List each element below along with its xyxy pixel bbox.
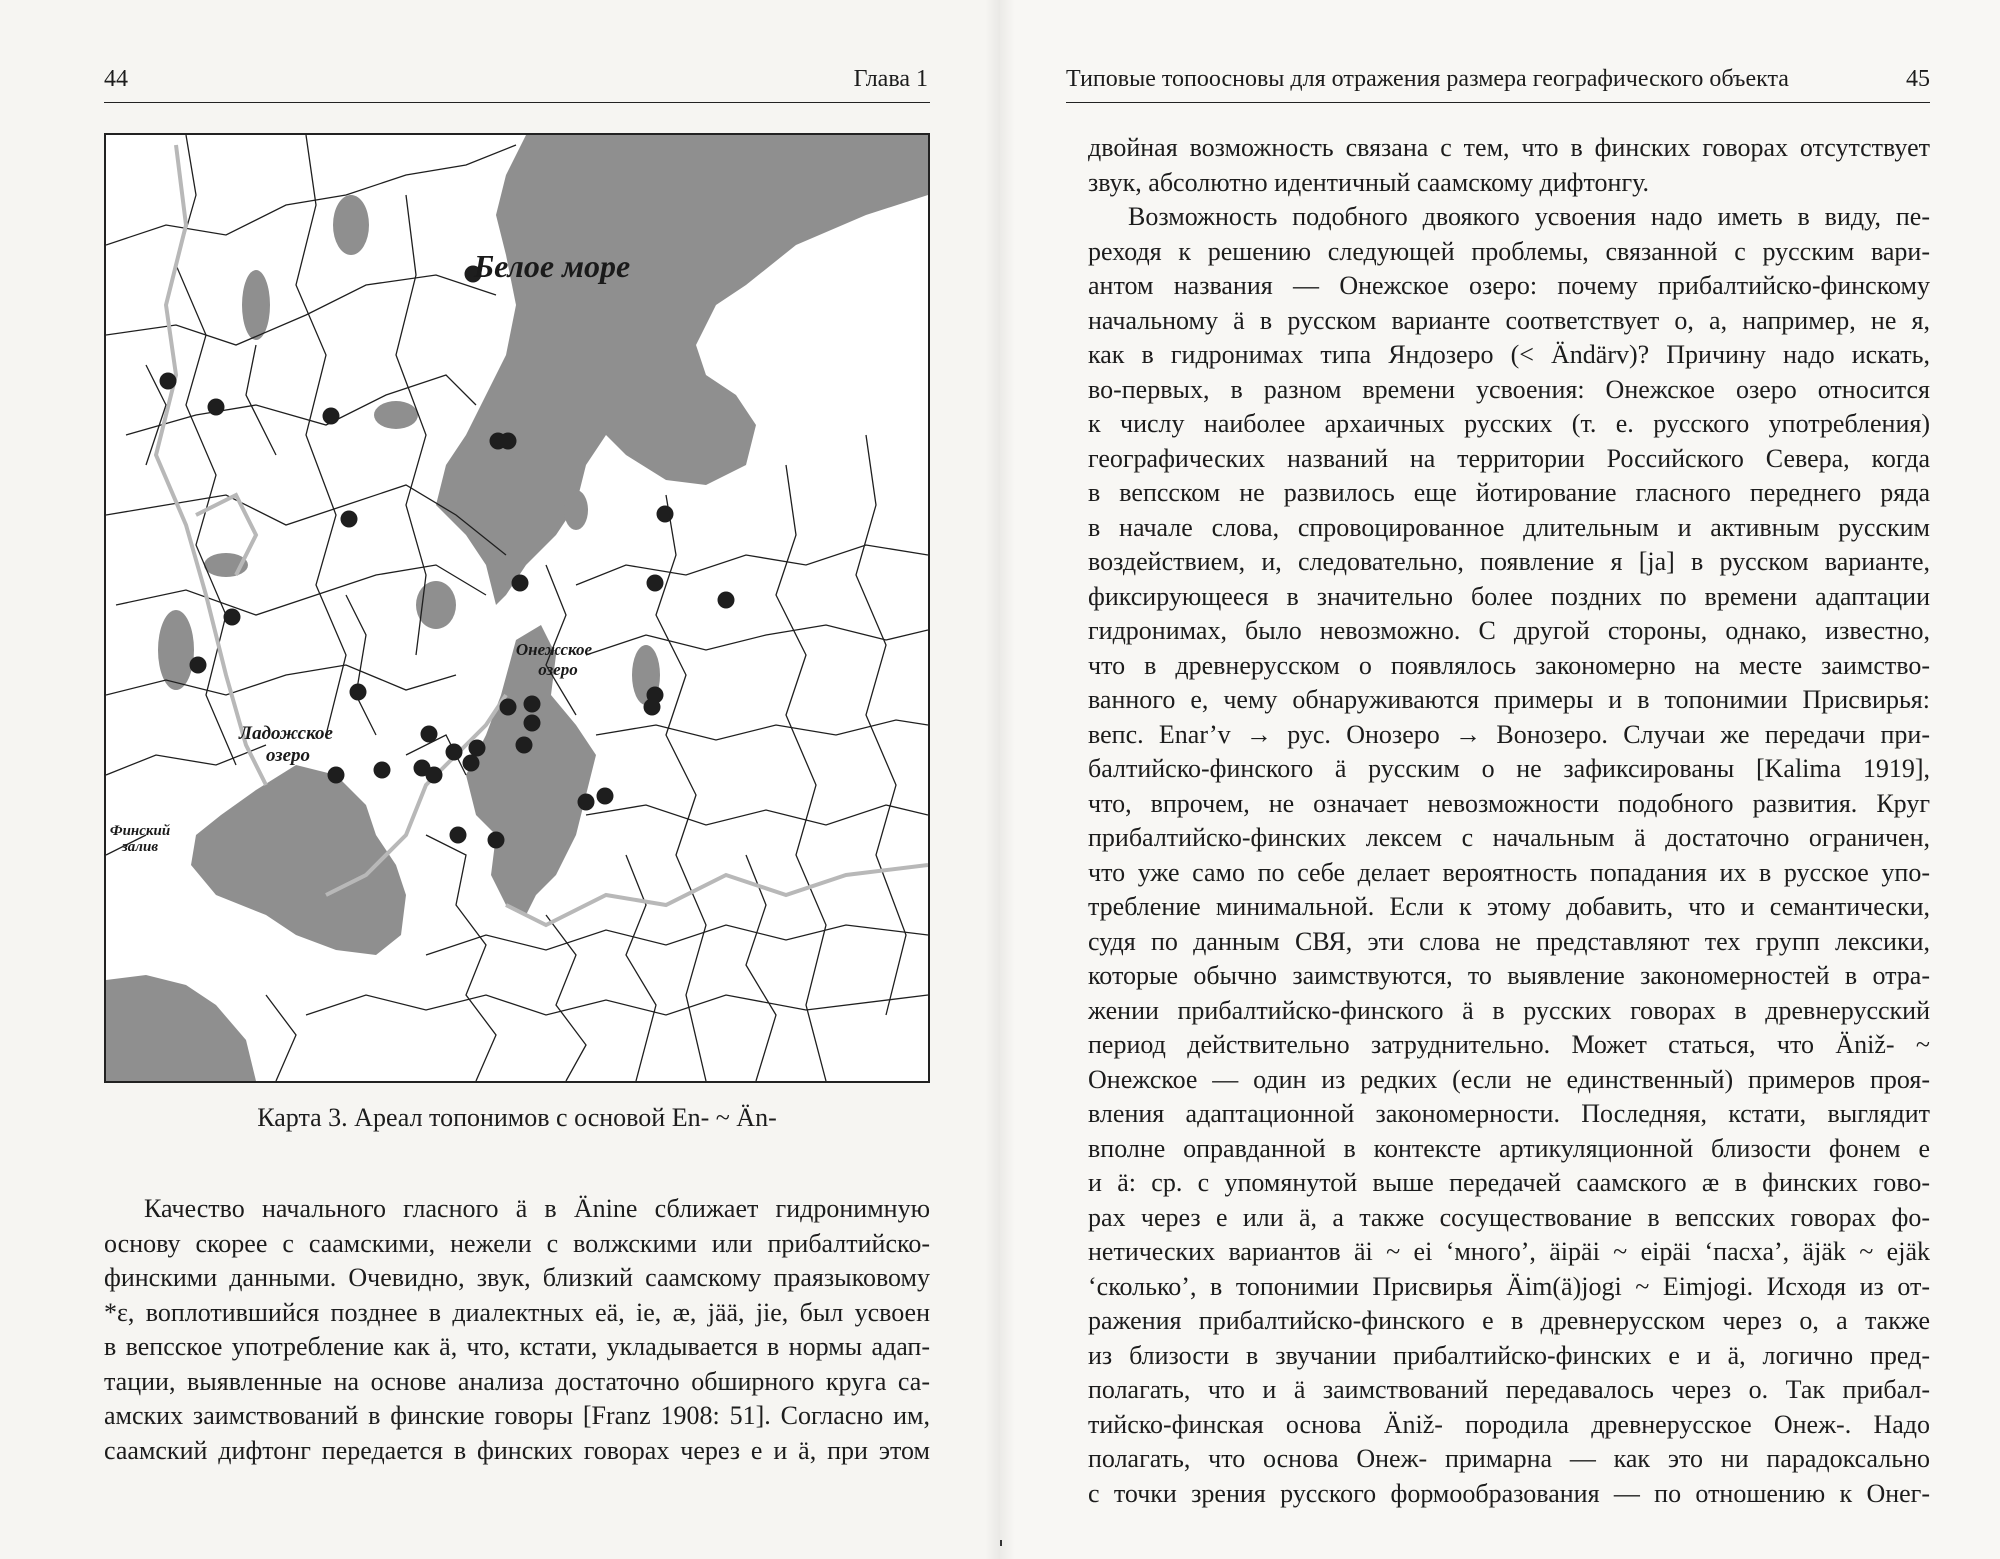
text-line: полагать, что основа Онеж- примарна — как это ни парадоксально bbox=[1088, 1444, 1930, 1473]
toponym-dot bbox=[500, 433, 517, 450]
toponym-dot bbox=[208, 399, 225, 416]
text-line: нетических вариантов äi ~ ei ‘много’, äipäi ~ eipäi ‘пасха’, äjäk ~ ejäk bbox=[1088, 1237, 1930, 1266]
toponym-dot bbox=[463, 755, 480, 772]
spine-tick bbox=[1000, 1540, 1002, 1546]
left-body-text bbox=[104, 1192, 930, 1468]
right-body-text bbox=[1088, 131, 1930, 1511]
text-line: ванного е, чему обнаруживаются примеры и в топонимии Присвирья: bbox=[1088, 685, 1930, 714]
toponym-dot bbox=[328, 767, 345, 784]
text-line: саамский дифтонг передается в финских говорах через e и ä, при этом bbox=[104, 1435, 930, 1465]
map-figure bbox=[104, 133, 930, 1083]
text-line: как в гидронимах типа Яндозеро (< Ändärv)? Причину надо искать, bbox=[1088, 340, 1930, 369]
text-line: с точки зрения русского формообразования — по отношению к Онег- bbox=[1088, 1478, 1930, 1508]
toponym-dot bbox=[644, 699, 661, 716]
text-line: вепс. Enar’v → рус. Онозеро → Вонозеро. Случаи же передачи при- bbox=[1088, 719, 1930, 749]
toponym-dot bbox=[718, 592, 735, 609]
onega-label-line1: Онежское bbox=[515, 640, 593, 659]
text-line: звук, абсолютно идентичный саамскому дифтонгу. bbox=[1088, 167, 1650, 197]
text-line: финскими данными. Очевидно, звук, близкий саамскому праязыковому bbox=[104, 1263, 930, 1292]
book-gutter bbox=[985, 0, 1015, 1559]
toponym-dot bbox=[488, 832, 505, 849]
finnish-gulf-label-line1: Финский bbox=[109, 823, 171, 839]
text-line: Качество начального гласного ä в Änine сближает гидронимную bbox=[144, 1194, 930, 1223]
running-head-right: Типовые топоосновы для отражения размера географического объекта bbox=[1066, 66, 1789, 92]
text-line: полагать, что и ä заимствований передавалось через о. Так прибал- bbox=[1088, 1375, 1930, 1404]
toponym-dot bbox=[224, 609, 241, 626]
ladoga-lake-water bbox=[191, 765, 406, 955]
finnish-gulf-label-line2: залив bbox=[121, 839, 159, 855]
text-line: ражения прибалтийско-финского е в древнерусском через о, а также bbox=[1088, 1306, 1930, 1335]
toponym-dot bbox=[597, 788, 614, 805]
text-line: жении прибалтийско-финского ä в русских говорах в древнерусский bbox=[1088, 995, 1930, 1025]
text-line: период действительно затруднительно. Может статься, что Äniž- ~ bbox=[1088, 1030, 1930, 1059]
text-line: в вепсское употребление как ä, что, кстати, укладывается в нормы адап- bbox=[104, 1332, 930, 1361]
ladoga-label-line2: озеро bbox=[265, 745, 311, 766]
text-line: в вепсском не развилось еще йотирование гласного переднего ряда bbox=[1088, 478, 1930, 507]
toponym-dot bbox=[374, 762, 391, 779]
toponym-dot bbox=[524, 715, 541, 732]
toponym-dot bbox=[446, 744, 463, 761]
text-line: Возможность подобного двоякого усвоения надо иметь в виду, пе- bbox=[1128, 202, 1930, 231]
text-line: из близости в звучании прибалтийско-финских е и ä, логично пред- bbox=[1088, 1340, 1930, 1370]
toponym-dot bbox=[421, 726, 438, 743]
toponym-dot bbox=[323, 408, 340, 425]
text-line: гидронимах, было невозможно. С другой стороны, однако, известно, bbox=[1088, 616, 1930, 645]
text-line: ‘сколько’, в топонимии Присвирья Äim(ä)jogi ~ Eimjogi. Исходя из от- bbox=[1088, 1271, 1930, 1301]
ladoga-label-line1: Ладожское bbox=[239, 723, 333, 744]
header-rule-right bbox=[1066, 102, 1930, 103]
text-line: начальному ä в русском варианте соответствует о, а, например, не я, bbox=[1088, 305, 1930, 335]
text-line: антом названия — Онежское озеро: почему прибалтийско-финскому bbox=[1088, 271, 1930, 300]
page-number-right: 45 bbox=[1906, 66, 1930, 92]
toponym-dot bbox=[500, 699, 517, 716]
toponym-dot bbox=[657, 506, 674, 523]
map-caption: Карта 3. Ареал топонимов с основой En- ~ Än- bbox=[257, 1103, 777, 1132]
text-line: Онежское — один из редких (если не единственный) примеров проя- bbox=[1088, 1064, 1930, 1094]
text-line: амских заимствований в финские говоры [Franz 1908: 51]. Согласно им, bbox=[104, 1401, 930, 1430]
white-sea-water bbox=[436, 135, 928, 605]
text-line: рах через е или ä, а также сосуществование в вепсских говорах фо- bbox=[1088, 1202, 1930, 1232]
map-svg bbox=[106, 135, 928, 1081]
toponym-dot bbox=[350, 684, 367, 701]
text-line: географических названий на территории Российского Севера, когда bbox=[1088, 443, 1930, 473]
text-line: основу скорее с саамскими, нежели с волжскими или прибалтийско- bbox=[104, 1228, 930, 1258]
toponym-dot bbox=[426, 767, 443, 784]
toponym-dot bbox=[516, 737, 533, 754]
text-line: балтийско-финского ä русским о не зафиксированы [Kalima 1919], bbox=[1088, 754, 1930, 783]
toponym-dot bbox=[512, 575, 529, 592]
text-line: вполне оправданной в контексте артикуляционной близости фонем е bbox=[1088, 1133, 1930, 1163]
text-line: *ɛ, воплотившийся позднее в диалектных eä, ie, æ, jää, jie, был усвоен bbox=[104, 1297, 930, 1327]
text-line: которые обычно заимствуются, то выявление закономерностей в отра- bbox=[1088, 961, 1930, 990]
toponym-dot bbox=[524, 696, 541, 713]
white-sea-label: Белое море bbox=[473, 248, 631, 284]
onega-label-line2: озеро bbox=[538, 660, 578, 679]
toponym-dot bbox=[450, 827, 467, 844]
text-line: что уже само по себе делает вероятность попадания их в русское упо- bbox=[1088, 857, 1930, 887]
text-line: тийско-финская основа Äniž- породила древнерусское Онеж-. Надо bbox=[1088, 1409, 1930, 1439]
toponym-dot bbox=[469, 740, 486, 757]
running-head-left: Глава 1 bbox=[853, 66, 928, 92]
text-line: во-первых, в разном времени усвоения: Онежское озеро относится bbox=[1088, 374, 1930, 404]
toponym-dot bbox=[190, 657, 207, 674]
text-line: что в древнерусском о появлялось закономерно на месте заимство- bbox=[1088, 650, 1930, 680]
text-line: воздействием, и, следовательно, появление я [ja] в русском варианте, bbox=[1088, 547, 1930, 576]
text-line: вления адаптационной закономерности. Последняя, кстати, выглядит bbox=[1088, 1099, 1930, 1128]
text-line: что, впрочем, не означает невозможности подобного развития. Круг bbox=[1088, 788, 1930, 818]
toponym-dot bbox=[647, 575, 664, 592]
toponym-dot bbox=[160, 373, 177, 390]
text-line: судя по данным СВЯ, эти слова не представляют тех групп лексики, bbox=[1088, 926, 1930, 956]
text-line: в начале слова, спровоцированное длительным и активным русским bbox=[1088, 512, 1930, 542]
text-line: фиксирующееся в значительно более поздних по времени адаптации bbox=[1088, 581, 1930, 611]
header-rule-left bbox=[104, 102, 930, 103]
text-line: требление минимальной. Если к этому добавить, что и семантически, bbox=[1088, 892, 1930, 921]
gulf-finland-water bbox=[106, 975, 256, 1081]
toponym-dot bbox=[341, 511, 358, 528]
right-page bbox=[1000, 0, 2000, 1559]
text-line: прибалтийско-финских лексем с начальным ä достаточно ограничен, bbox=[1088, 823, 1930, 852]
text-line: и ä: ср. с упомянутой выше передачей саамского æ в финских гово- bbox=[1088, 1168, 1930, 1197]
text-line: к числу наиболее архаичных русских (т. е. русского употребления) bbox=[1088, 409, 1930, 438]
toponym-dot bbox=[578, 794, 595, 811]
text-line: тации, выявленные на основе анализа достаточно обширного круга са- bbox=[104, 1366, 930, 1396]
text-line: реходя к решению следующей проблемы, связанной с русским вари- bbox=[1088, 236, 1930, 266]
text-line: двойная возможность связана с тем, что в финских говорах отсутствует bbox=[1088, 133, 1930, 162]
page-number-left: 44 bbox=[104, 66, 128, 92]
